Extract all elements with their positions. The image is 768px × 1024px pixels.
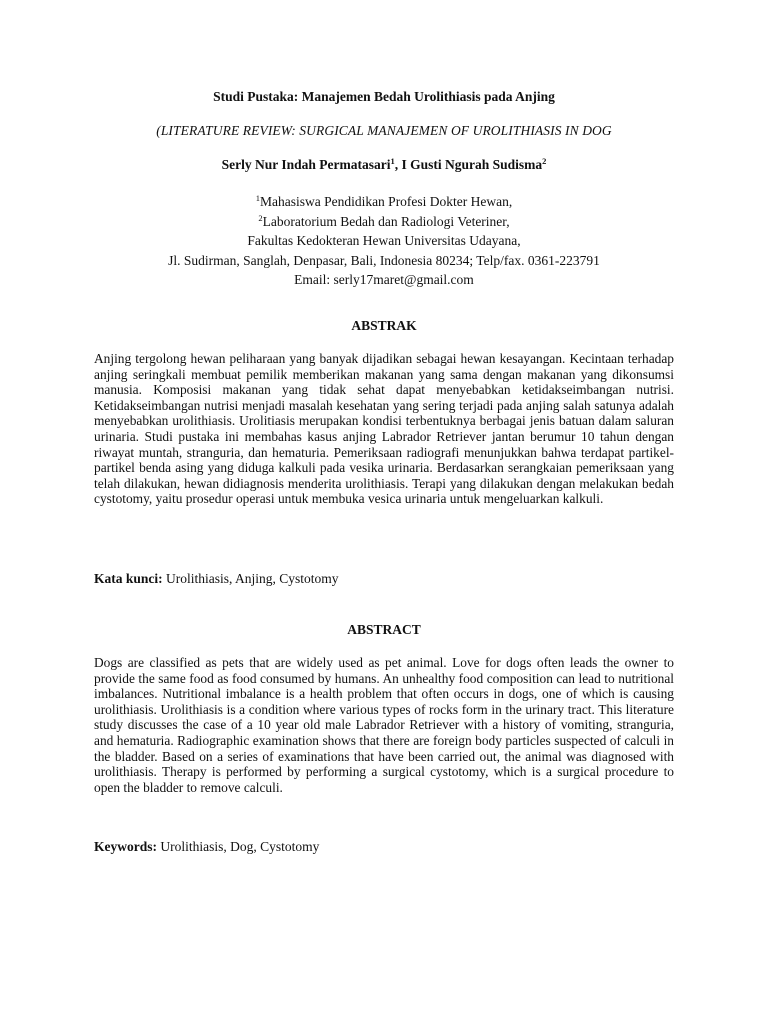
author-affiliation-mark: 1 bbox=[390, 156, 395, 166]
abstract-keywords bbox=[94, 839, 674, 855]
keywords-text: Urolithiasis, Dog, Cystotomy bbox=[160, 839, 320, 854]
keywords-text: Urolithiasis, Anjing, Cystotomy bbox=[166, 571, 339, 586]
keywords-label: Keywords: bbox=[94, 839, 157, 854]
abstract-body: Dogs are classified as pets that are widely used as pet animal. Love for dogs often leads the owner to provide the same food as food consumed by humans. An unhealthy food composition can lead to nutritional imbalances. Nutritional imbalance is a health problem that often occurs in dogs, one of which is causing urolithiasis. Urolithiasis is a condition where various types of rocks form in the urinary tract. This literature study discusses the case of a 10 year old male Labrador Retriever with a history of vomiting, stranguria, and hematuria. Radiographic examination shows that there are foreign body particles suspected of calculi in the bladder. Based on a series of examinations that have been carried out, the animal was diagnosed with urolithiasis. Therapy is performed by performing a surgical cystotomy, which is a surgical procedure to open the bladder to remove calculi. bbox=[94, 655, 674, 795]
author-affiliation-mark: 2 bbox=[542, 156, 547, 166]
address-line: Jl. Sudirman, Sanglah, Denpasar, Bali, Indonesia 80234; Telp/fax. 0361-223791 bbox=[168, 252, 600, 268]
author-name: Serly Nur Indah Permatasari bbox=[221, 157, 391, 172]
affiliation-mark: 1 bbox=[255, 193, 260, 203]
affiliation-mark: 2 bbox=[258, 212, 263, 223]
author-line bbox=[0, 157, 768, 173]
paper-title: Studi Pustaka: Manajemen Bedah Urolithiasis pada Anjing bbox=[213, 89, 555, 104]
affiliation-text: Laboratorium Bedah dan Radiologi Veteriner, bbox=[262, 213, 510, 229]
abstrak-body: Anjing tergolong hewan peliharaan yang banyak dijadikan sebagai hewan kesayangan. Kecintaan terhadap anjing seringkali membuat pemilik memberikan makanan yang sama dengan makanan yang dikonsumsi manusia. Komposisi makanan yang tidak sehat dapat menyebabkan ketidakseimbangan nutrisi. Ketidakseimbangan nutrisi menjadi masalah kesehatan yang sering terjadi pada anjing salah satunya adalah menyebabkan urolithiasis. Urolitiasis merupakan kondisi terbentuknya berbagai jenis batuan dalam saluran urinaria. Studi pustaka ini membahas kasus anjing Labrador Retriever jantan berumur 10 tahun dengan riwayat muntah, stranguria, dan hematuria. Pemeriksaan radiografi menunjukkan bahwa terdapat partikel-partikel benda asing yang diduga kalkuli pada vesika urinaria. Berdasarkan serangkaian pemeriksaan yang telah dilakukan, hewan didiagnosis menderita urolithiasis. Terapi yang dilakukan dengan melakukan bedah cystotomy, yaitu prosedur operasi untuk membuka vesica urinaria untuk mengeluarkan kalkuli. bbox=[94, 351, 674, 507]
email-line: Email: serly17maret@gmail.com bbox=[294, 272, 474, 287]
abstrak-keywords bbox=[94, 571, 674, 587]
affiliation-line bbox=[0, 212, 768, 232]
abstrak-heading: ABSTRAK bbox=[351, 318, 417, 333]
affiliation-block bbox=[0, 192, 768, 290]
affiliation-text: Mahasiswa Pendidikan Profesi Dokter Hewan, bbox=[259, 194, 513, 209]
keywords-label: Kata kunci: bbox=[94, 571, 163, 586]
affiliation-line bbox=[0, 192, 768, 212]
author-name: I Gusti Ngurah Sudisma bbox=[401, 157, 543, 172]
affiliation-line: Fakultas Kedokteran Hewan Universitas Udayana, bbox=[247, 233, 521, 248]
author-separator: , bbox=[394, 157, 402, 172]
abstract-heading: ABSTRACT bbox=[347, 622, 421, 637]
paper-subtitle: (LITERATURE REVIEW: SURGICAL MANAJEMEN OF UROLITHIASIS IN DOG bbox=[156, 123, 612, 138]
